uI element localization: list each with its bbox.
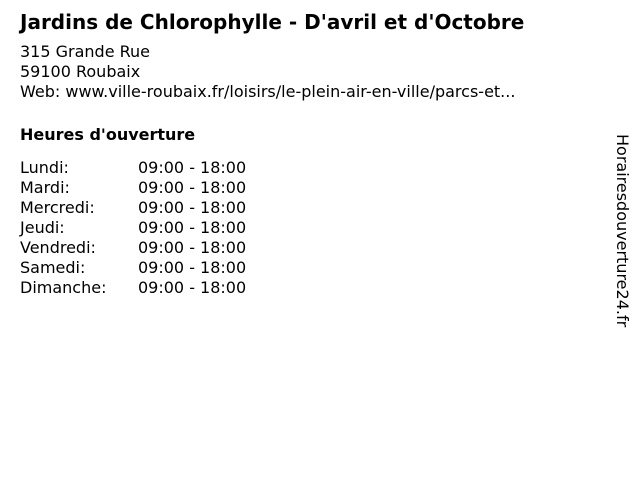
time-range: 09:00 - 18:00 (138, 258, 247, 277)
place-title: Jardins de Chlorophylle - D'avril et d'Octobre (20, 10, 525, 34)
day-label: Jeudi: (20, 218, 65, 237)
time-range: 09:00 - 18:00 (138, 218, 247, 237)
place-card (20, 8, 600, 298)
day-label: Dimanche: (20, 278, 107, 297)
website-link[interactable]: www.ville-roubaix.fr/loisirs/le-plein-air-en-ville/parcs-et... (65, 82, 516, 101)
day-label: Vendredi: (20, 238, 96, 257)
hours-row-friday (20, 238, 600, 258)
opening-hours-table (20, 158, 600, 298)
day-label: Lundi: (20, 158, 69, 177)
hours-row-wednesday (20, 198, 600, 218)
day-label: Samedi: (20, 258, 86, 277)
hours-row-sunday (20, 278, 600, 298)
hours-row-thursday (20, 218, 600, 238)
time-range: 09:00 - 18:00 (138, 278, 247, 297)
hours-row-monday (20, 158, 600, 178)
time-range: 09:00 - 18:00 (138, 178, 247, 197)
address-city: 59100 Roubaix (20, 62, 141, 81)
address-street: 315 Grande Rue (20, 42, 151, 61)
hours-row-saturday (20, 258, 600, 278)
opening-hours-heading: Heures d'ouverture (20, 125, 196, 144)
address-block (20, 42, 600, 102)
site-watermark: Horairesdouverture24.fr (613, 134, 632, 328)
hours-row-tuesday (20, 178, 600, 198)
time-range: 09:00 - 18:00 (138, 158, 247, 177)
day-label: Mercredi: (20, 198, 95, 217)
time-range: 09:00 - 18:00 (138, 238, 247, 257)
website-line (20, 82, 600, 102)
time-range: 09:00 - 18:00 (138, 198, 247, 217)
website-label: Web: (20, 82, 61, 101)
day-label: Mardi: (20, 178, 70, 197)
